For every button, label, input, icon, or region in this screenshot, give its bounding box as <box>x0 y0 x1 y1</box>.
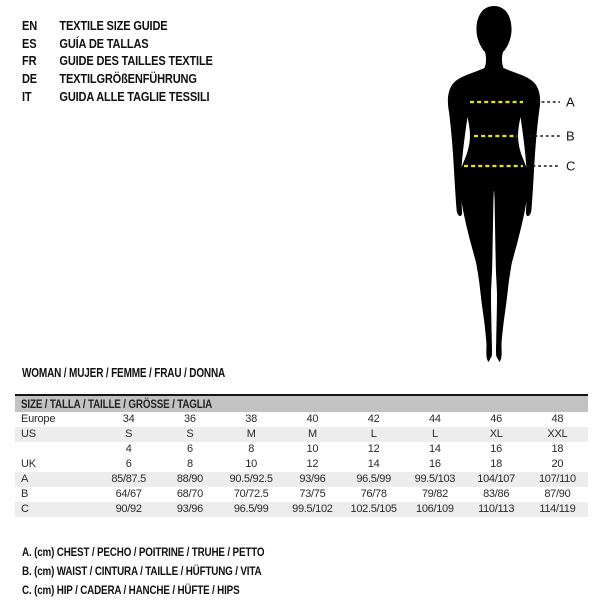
size-cell: 34 <box>122 413 135 425</box>
size-cell: 48 <box>551 413 564 425</box>
measurement-legend <box>22 543 264 599</box>
language-code: DE <box>22 71 38 87</box>
language-title: GUIDE DES TAILLES TEXTILE <box>59 53 213 69</box>
size-cell: L <box>370 428 377 440</box>
marker-b-label: B <box>566 128 575 144</box>
size-cell: 76/78 <box>360 488 387 500</box>
size-table-row <box>15 457 588 472</box>
language-item <box>22 52 213 70</box>
size-cell: 102.5/105 <box>350 503 397 515</box>
size-cell: XL <box>489 428 503 440</box>
size-cell: M <box>307 428 317 440</box>
size-cell: 73/75 <box>299 488 326 500</box>
language-title: TEXTILGRÖßENFÜHRUNG <box>59 71 197 87</box>
size-cell: 14 <box>429 443 441 455</box>
size-table-header-label: SIZE / TALLA / TAILLE / GRÖSSE / TAGLIA <box>21 397 213 411</box>
language-title: GUÍA DE TALLAS <box>59 35 149 51</box>
size-cell: 99.5/103 <box>414 473 456 485</box>
size-cell: 46 <box>490 413 502 425</box>
marker-a-label: A <box>566 94 575 110</box>
size-table-row <box>15 427 588 442</box>
size-cell: 10 <box>306 443 319 455</box>
size-cell: 88/90 <box>176 473 203 485</box>
size-cell: 8 <box>186 458 193 470</box>
marker-c-label: C <box>566 158 576 174</box>
size-cell: 18 <box>551 443 564 455</box>
size-cell: 114/119 <box>539 503 576 515</box>
woman-silhouette-figure <box>430 0 600 380</box>
size-cell: 20 <box>551 458 564 470</box>
size-cell: 90/92 <box>115 503 142 515</box>
size-table-header-bar <box>15 394 588 412</box>
size-cell: 8 <box>248 443 255 455</box>
language-title: TEXTILE SIZE GUIDE <box>59 18 168 34</box>
size-cell: XXL <box>547 428 568 440</box>
row-label: B <box>21 488 29 500</box>
size-table-row <box>15 487 588 502</box>
language-item <box>22 87 213 105</box>
size-cell: 85/87.5 <box>111 473 146 485</box>
size-cell: 93/96 <box>299 473 326 485</box>
silhouette-right-half <box>494 6 540 362</box>
size-cell: 110/113 <box>478 503 515 515</box>
size-cell: M <box>246 428 256 440</box>
size-cell: 42 <box>367 413 380 425</box>
size-table-row <box>15 472 588 487</box>
size-cell: 12 <box>306 458 319 470</box>
size-cell: 96.5/99 <box>233 503 269 515</box>
size-cell: 87/90 <box>544 488 571 500</box>
language-list <box>22 17 213 105</box>
size-cell: 12 <box>367 443 380 455</box>
woman-silhouette <box>448 6 540 362</box>
row-label <box>15 442 98 457</box>
language-code: FR <box>22 53 37 69</box>
language-item <box>22 35 213 53</box>
row-label: A <box>21 473 29 485</box>
size-cell: 36 <box>184 413 196 425</box>
size-cell: 93/96 <box>176 503 203 515</box>
size-cell: 4 <box>125 443 132 455</box>
size-cell: 79/82 <box>421 488 448 500</box>
size-cell: 64/67 <box>115 488 142 500</box>
size-cell: 16 <box>490 443 502 455</box>
legend-line: C. (cm) HIP / CADERA / HANCHE / HÜFTE / HIPS <box>22 582 240 597</box>
size-cell: 70/72.5 <box>233 488 269 500</box>
size-cell: 99.5/102 <box>292 503 333 515</box>
size-cell: 90.5/92.5 <box>229 473 273 485</box>
language-item <box>22 17 213 35</box>
language-code: ES <box>22 35 37 51</box>
legend-line: A. (cm) CHEST / PECHO / POITRINE / TRUHE / PETTO <box>22 545 265 559</box>
language-code: EN <box>22 18 38 34</box>
silhouette-left-half <box>448 6 494 362</box>
size-table <box>15 394 588 517</box>
language-code: IT <box>22 88 32 104</box>
size-cell: L <box>431 428 438 440</box>
language-title: GUIDA ALLE TAGLIE TESSILI <box>59 88 210 104</box>
size-cell: 44 <box>429 413 441 425</box>
size-cell: 6 <box>186 443 193 455</box>
row-label: C <box>21 503 29 515</box>
size-cell: 40 <box>306 413 319 425</box>
size-table-row <box>15 502 588 517</box>
legend-line: B. (cm) WAIST / CINTURA / TAILLE / HÜFTUNG / VITA <box>22 563 262 578</box>
size-cell: 38 <box>245 413 257 425</box>
row-label: US <box>21 428 36 440</box>
size-cell: 18 <box>490 458 502 470</box>
row-label: UK <box>21 458 36 470</box>
size-cell: 6 <box>125 458 132 470</box>
language-item <box>22 70 213 88</box>
size-cell: S <box>125 428 133 440</box>
row-label: Europe <box>21 413 56 425</box>
size-cell: 107/110 <box>538 473 576 485</box>
table-group-title: WOMAN / MUJER / FEMME / FRAU / DONNA <box>22 366 226 380</box>
size-cell: 104/107 <box>477 473 515 485</box>
size-cell: 16 <box>429 458 441 470</box>
size-cell: 83/86 <box>483 488 510 500</box>
size-table-body <box>15 412 588 517</box>
size-cell: 68/70 <box>176 488 203 500</box>
size-table-row <box>15 442 588 457</box>
size-cell: 10 <box>245 458 257 470</box>
size-cell: 14 <box>367 458 380 470</box>
size-table-row <box>15 412 588 427</box>
size-cell: S <box>186 428 194 440</box>
size-cell: 96.5/99 <box>356 473 391 485</box>
size-cell: 106/109 <box>416 503 454 515</box>
